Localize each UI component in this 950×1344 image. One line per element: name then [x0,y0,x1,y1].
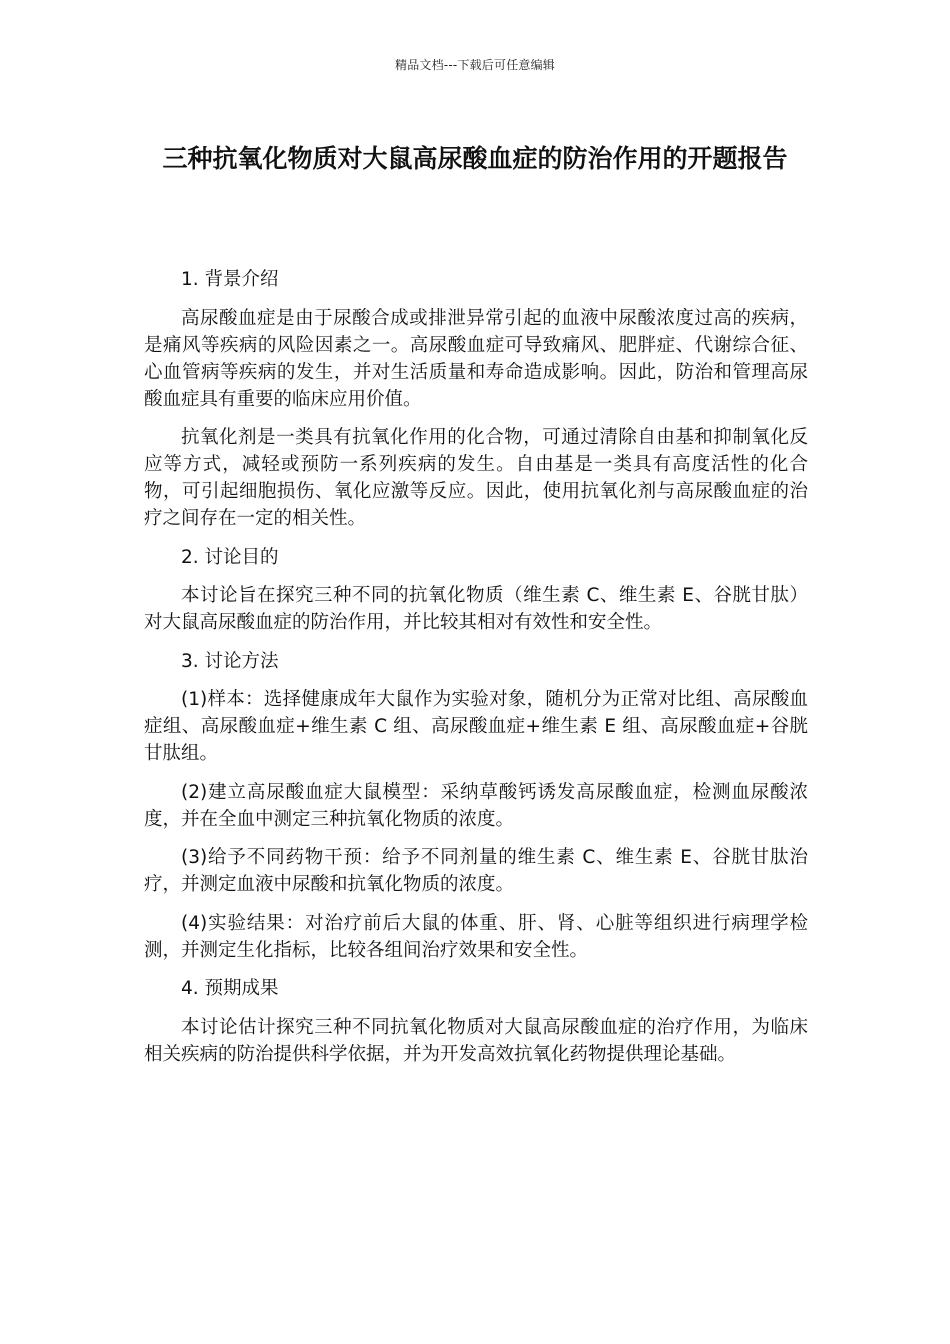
document-body [144,266,808,1079]
document-title: 三种抗氧化物质对大鼠高尿酸血症的防治作用的开题报告 [162,144,788,173]
paragraph-background-1: 高尿酸血症是由于尿酸合成或排泄异常引起的血液中尿酸浓度过高的疾病，是痛风等疾病的风险因素之一。高尿酸血症可导致痛风、肥胖症、代谢综合征、心血管病等疾病的发生，并对生活质量和寿命造成影响。因此，防治和管理高尿酸血症具有重要的临床应用价值。 [144,307,808,410]
section-heading-purpose: 2. 讨论目的 [181,546,279,568]
paragraph-method-3: (3)给予不同药物干预：给予不同剂量的维生素 C、维生素 E、谷胱甘肽治疗，并测定血液中尿酸和抗氧化物质的浓度。 [144,847,808,895]
section-heading-method: 3. 讨论方法 [181,650,279,672]
paragraph-outcome-1: 本讨论估计探究三种不同抗氧化物质对大鼠高尿酸血症的治疗作用，为临床相关疾病的防治提供科学依据，并为开发高效抗氧化药物提供理论基础。 [144,1016,808,1065]
paragraph-purpose-1: 本讨论旨在探究三种不同的抗氧化物质（维生素 C、维生素 E、谷胱甘肽）对大鼠高尿酸血症的防治作用，并比较其相对有效性和安全性。 [144,585,808,633]
paragraph-method-4: (4)实验结果：对治疗前后大鼠的体重、肝、肾、心脏等组织进行病理学检测，并测定生化指标，比较各组间治疗效果和安全性。 [144,912,808,961]
header-note: 精品文档---下载后可任意编辑 [395,58,555,72]
paragraph-method-1: (1)样本：选择健康成年大鼠作为实验对象，随机分为正常对比组、高尿酸血症组、高尿酸血症+维生素 C 组、高尿酸血症+维生素 E 组、高尿酸血症+谷胱甘肽组。 [144,689,808,764]
paragraph-background-2: 抗氧化剂是一类具有抗氧化作用的化合物，可通过清除自由基和抑制氧化反应等方式，减轻或预防一系列疾病的发生。自由基是一类具有高度活性的化合物，可引起细胞损伤、氧化应激等反应。因此，使用抗氧化剂与高尿酸血症的治疗之间存在一定的相关性。 [144,427,808,529]
section-heading-outcome: 4. 预期成果 [181,978,279,999]
paragraph-method-2: (2)建立高尿酸血症大鼠模型：采纳草酸钙诱发高尿酸血症，检测血尿酸浓度，并在全血中测定三种抗氧化物质的浓度。 [144,781,808,830]
section-heading-background: 1. 背景介绍 [181,269,279,290]
